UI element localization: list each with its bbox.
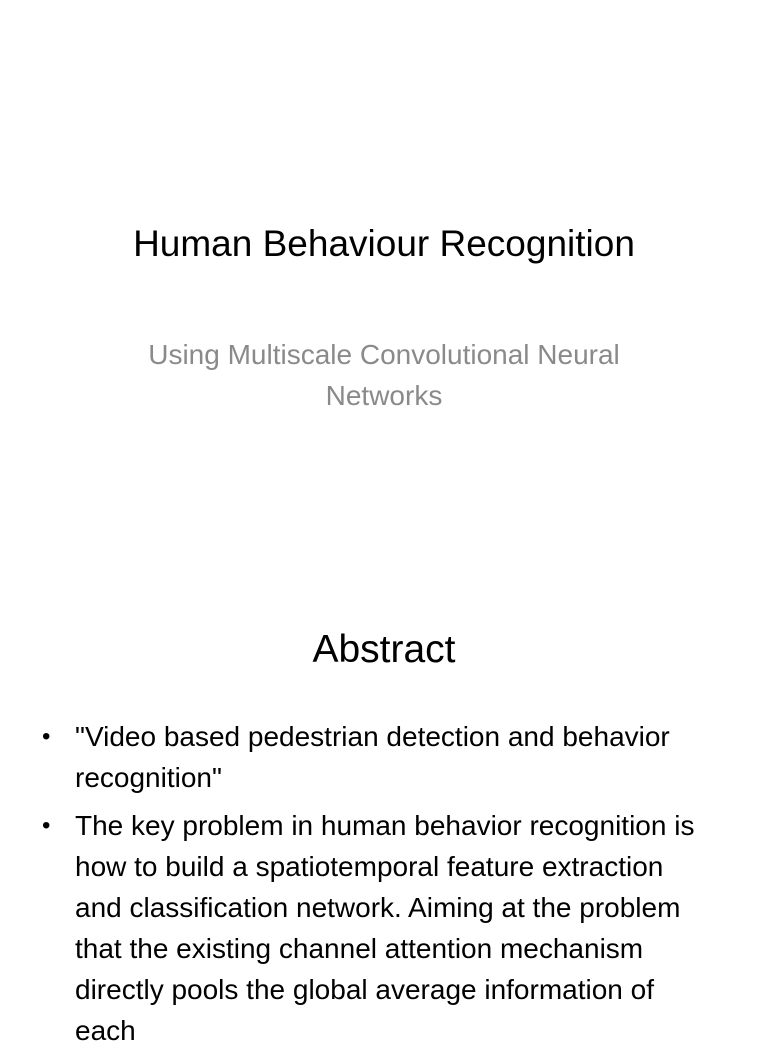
bullet-item [0,805,768,1051]
bullet-dot-icon: • [42,812,51,839]
bullet-text: The key problem in human behavior recognition is how to build a spatiotemporal feature extraction and classification network. Aiming at the problem that the existing channel attention mechanism directly pools the global average information of each [75,810,695,1046]
bullet-text: "Video based pedestrian detection and behavior recognition" [75,721,670,793]
bullet-item [0,716,768,798]
slide-title: Human Behaviour Recognition [133,223,635,264]
slide-subtitle: Using Multiscale Convolutional Neural Networks [148,339,620,411]
abstract-heading: Abstract [312,628,456,671]
abstract-bullet-list [0,716,768,1046]
bullet-dot-icon: • [42,723,51,750]
